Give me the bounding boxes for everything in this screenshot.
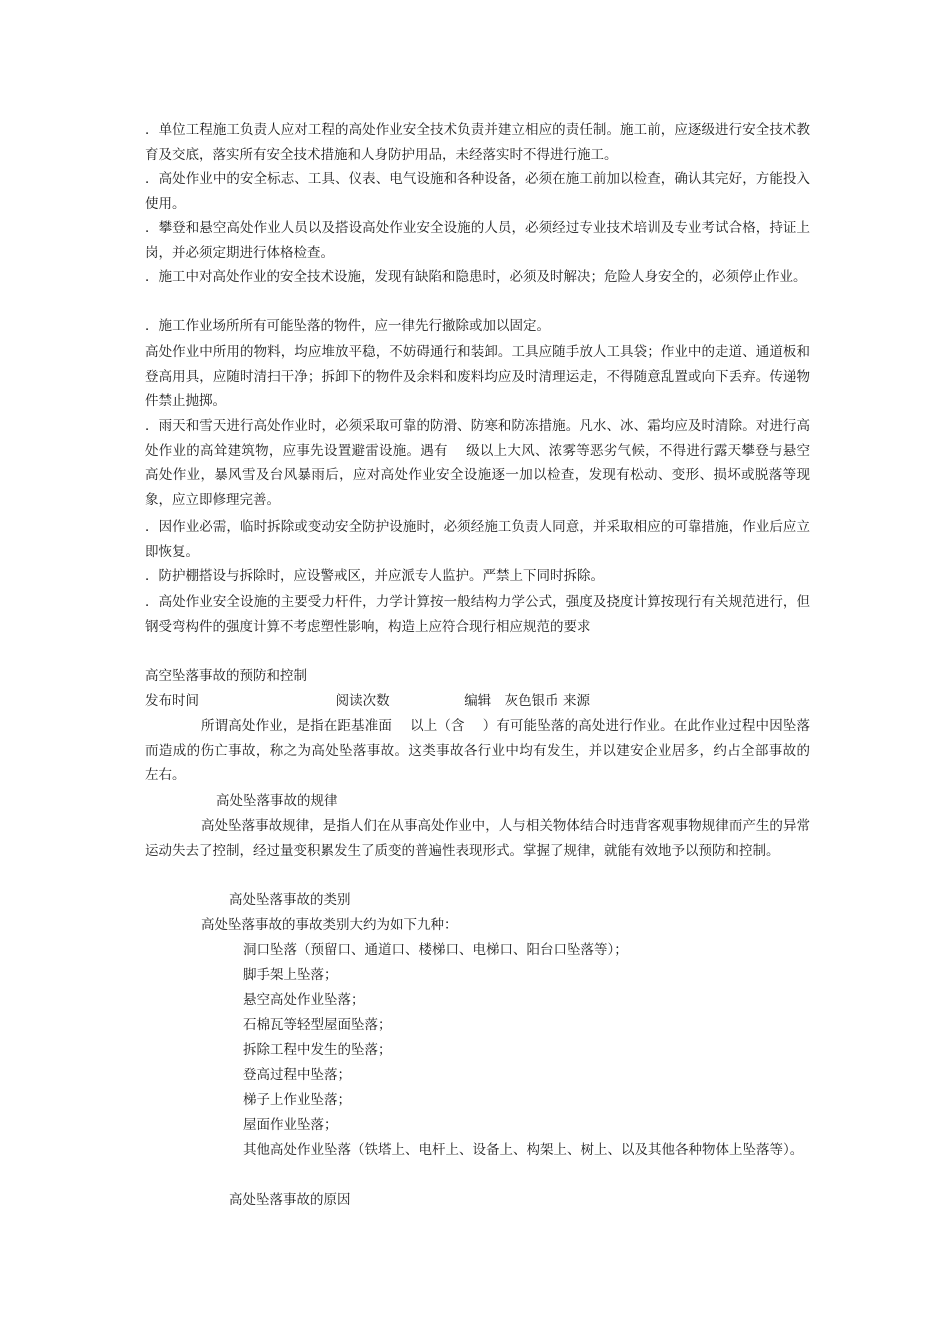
- rule-paragraph-6: 高处作业中所用的物料，均应堆放平稳，不妨碍通行和装卸。工具应随手放人工具袋；作业中的走道、通道板和登高用具，应随时清扫干净；拆卸下的物件及余料和废料均应及时清理运走，不得随意乱置或向下丢弃。传递物件禁止抛掷。: [145, 344, 810, 410]
- category-item-7: 梯子上作业坠落；: [243, 1092, 351, 1108]
- rule-paragraph-4: ．施工中对高处作业的安全技术设施，发现有缺陷和隐患时，必须及时解决；危险人身安全的，必须停止作业。: [145, 269, 807, 285]
- section-title-pattern: 高处坠落事故的规律: [216, 793, 338, 809]
- rule-paragraph-1: ．单位工程施工负责人应对工程的高处作业安全技术负责并建立相应的责任制。施工前，应逐级进行安全技术教育及交底，落实所有安全技术措施和人身防护用品，未经落实时不得进行施工。: [145, 122, 810, 163]
- rule-paragraph-2: ．高处作业中的安全标志、工具、仪表、电气设施和各种设备，必须在施工前加以检查，确认其完好，方能投入使用。: [145, 171, 810, 212]
- category-item-2: 脚手架上坠落；: [243, 967, 338, 983]
- category-item-3: 悬空高处作业坠落；: [243, 992, 365, 1008]
- category-item-4: 石棉瓦等轻型屋面坠落；: [243, 1017, 392, 1033]
- section-title-causes: 高处坠落事故的原因: [229, 1192, 351, 1208]
- article-meta: [145, 689, 590, 714]
- rule-paragraph-3: ．攀登和悬空高处作业人员以及搭设高处作业安全设施的人员，必须经过专业技术培训及专业考试合格，持证上岗，并必须定期进行体格检查。: [145, 220, 810, 261]
- read-count-label: 阅读次数: [335, 693, 390, 709]
- rule-paragraph-7: ．雨天和雪天进行高处作业时，必须采取可靠的防滑、防寒和防冻措施。凡水、冰、霜均应及时清除。对进行高处作业的高耸建筑物，应事先设置避雷设施。遇有 级以上大风、浓雾等恶劣气候，不得进行露天攀登与悬空高处作业，暴风雪及台风暴雨后，应对高处作业安全设施逐一加以检查，发现有松动、变形、损坏或脱落等现象，应立即修理完善。: [145, 418, 810, 508]
- editor-source-label: 编辑 灰色银币 来源: [464, 693, 590, 709]
- category-item-5: 拆除工程中发生的坠落；: [243, 1042, 392, 1058]
- category-item-9: 其他高处作业坠落（铁塔上、电杆上、设备上、构架上、树上、以及其他各种物体上坠落等）。: [243, 1142, 804, 1158]
- category-item-8: 屋面作业坠落；: [243, 1117, 338, 1133]
- rule-paragraph-5: ．施工作业场所所有可能坠落的物件，应一律先行撤除或加以固定。: [145, 318, 550, 334]
- section-title-categories: 高处坠落事故的类别: [229, 892, 351, 908]
- rule-paragraph-9: ．防护棚搭设与拆除时，应设警戒区，并应派专人监护。严禁上下同时拆除。: [145, 568, 604, 584]
- article-title: 高空坠落事故的预防和控制: [145, 668, 307, 684]
- publish-time-label: 发布时间: [145, 693, 199, 709]
- rule-paragraph-8: ．因作业必需，临时拆除或变动安全防护设施时，必须经施工负责人同意，并采取相应的可靠措施，作业后应立即恢复。: [145, 519, 810, 560]
- categories-lead: 高处坠落事故的事故类别大约为如下九种：: [201, 917, 458, 933]
- article-intro: 所谓高处作业，是指在距基准面 以上（含 ）有可能坠落的高处进行作业。在此作业过程中因坠落而造成的伤亡事故，称之为高处坠落事故。这类事故各行业中均有发生，并以建安企业居多，约占全部事故的 左右。: [145, 718, 828, 784]
- section-body-pattern: 高处坠落事故规律，是指人们在从事高处作业中，人与相关物体结合时违背客观事物规律而产生的异常运动失去了控制，经过量变积累发生了质变的普遍性表现形式。掌握了规律，就能有效地予以预防和控制。: [145, 818, 810, 859]
- category-item-6: 登高过程中坠落；: [243, 1067, 351, 1083]
- category-item-1: 洞口坠落（预留口、通道口、楼梯口、电梯口、阳台口坠落等）；: [243, 942, 628, 958]
- rule-paragraph-10: ．高处作业安全设施的主要受力杆件，力学计算按一般结构力学公式，强度及挠度计算按现行有关规范进行，但钢受弯构件的强度计算不考虑塑性影响，构造上应符合现行相应规范的要求: [145, 594, 810, 635]
